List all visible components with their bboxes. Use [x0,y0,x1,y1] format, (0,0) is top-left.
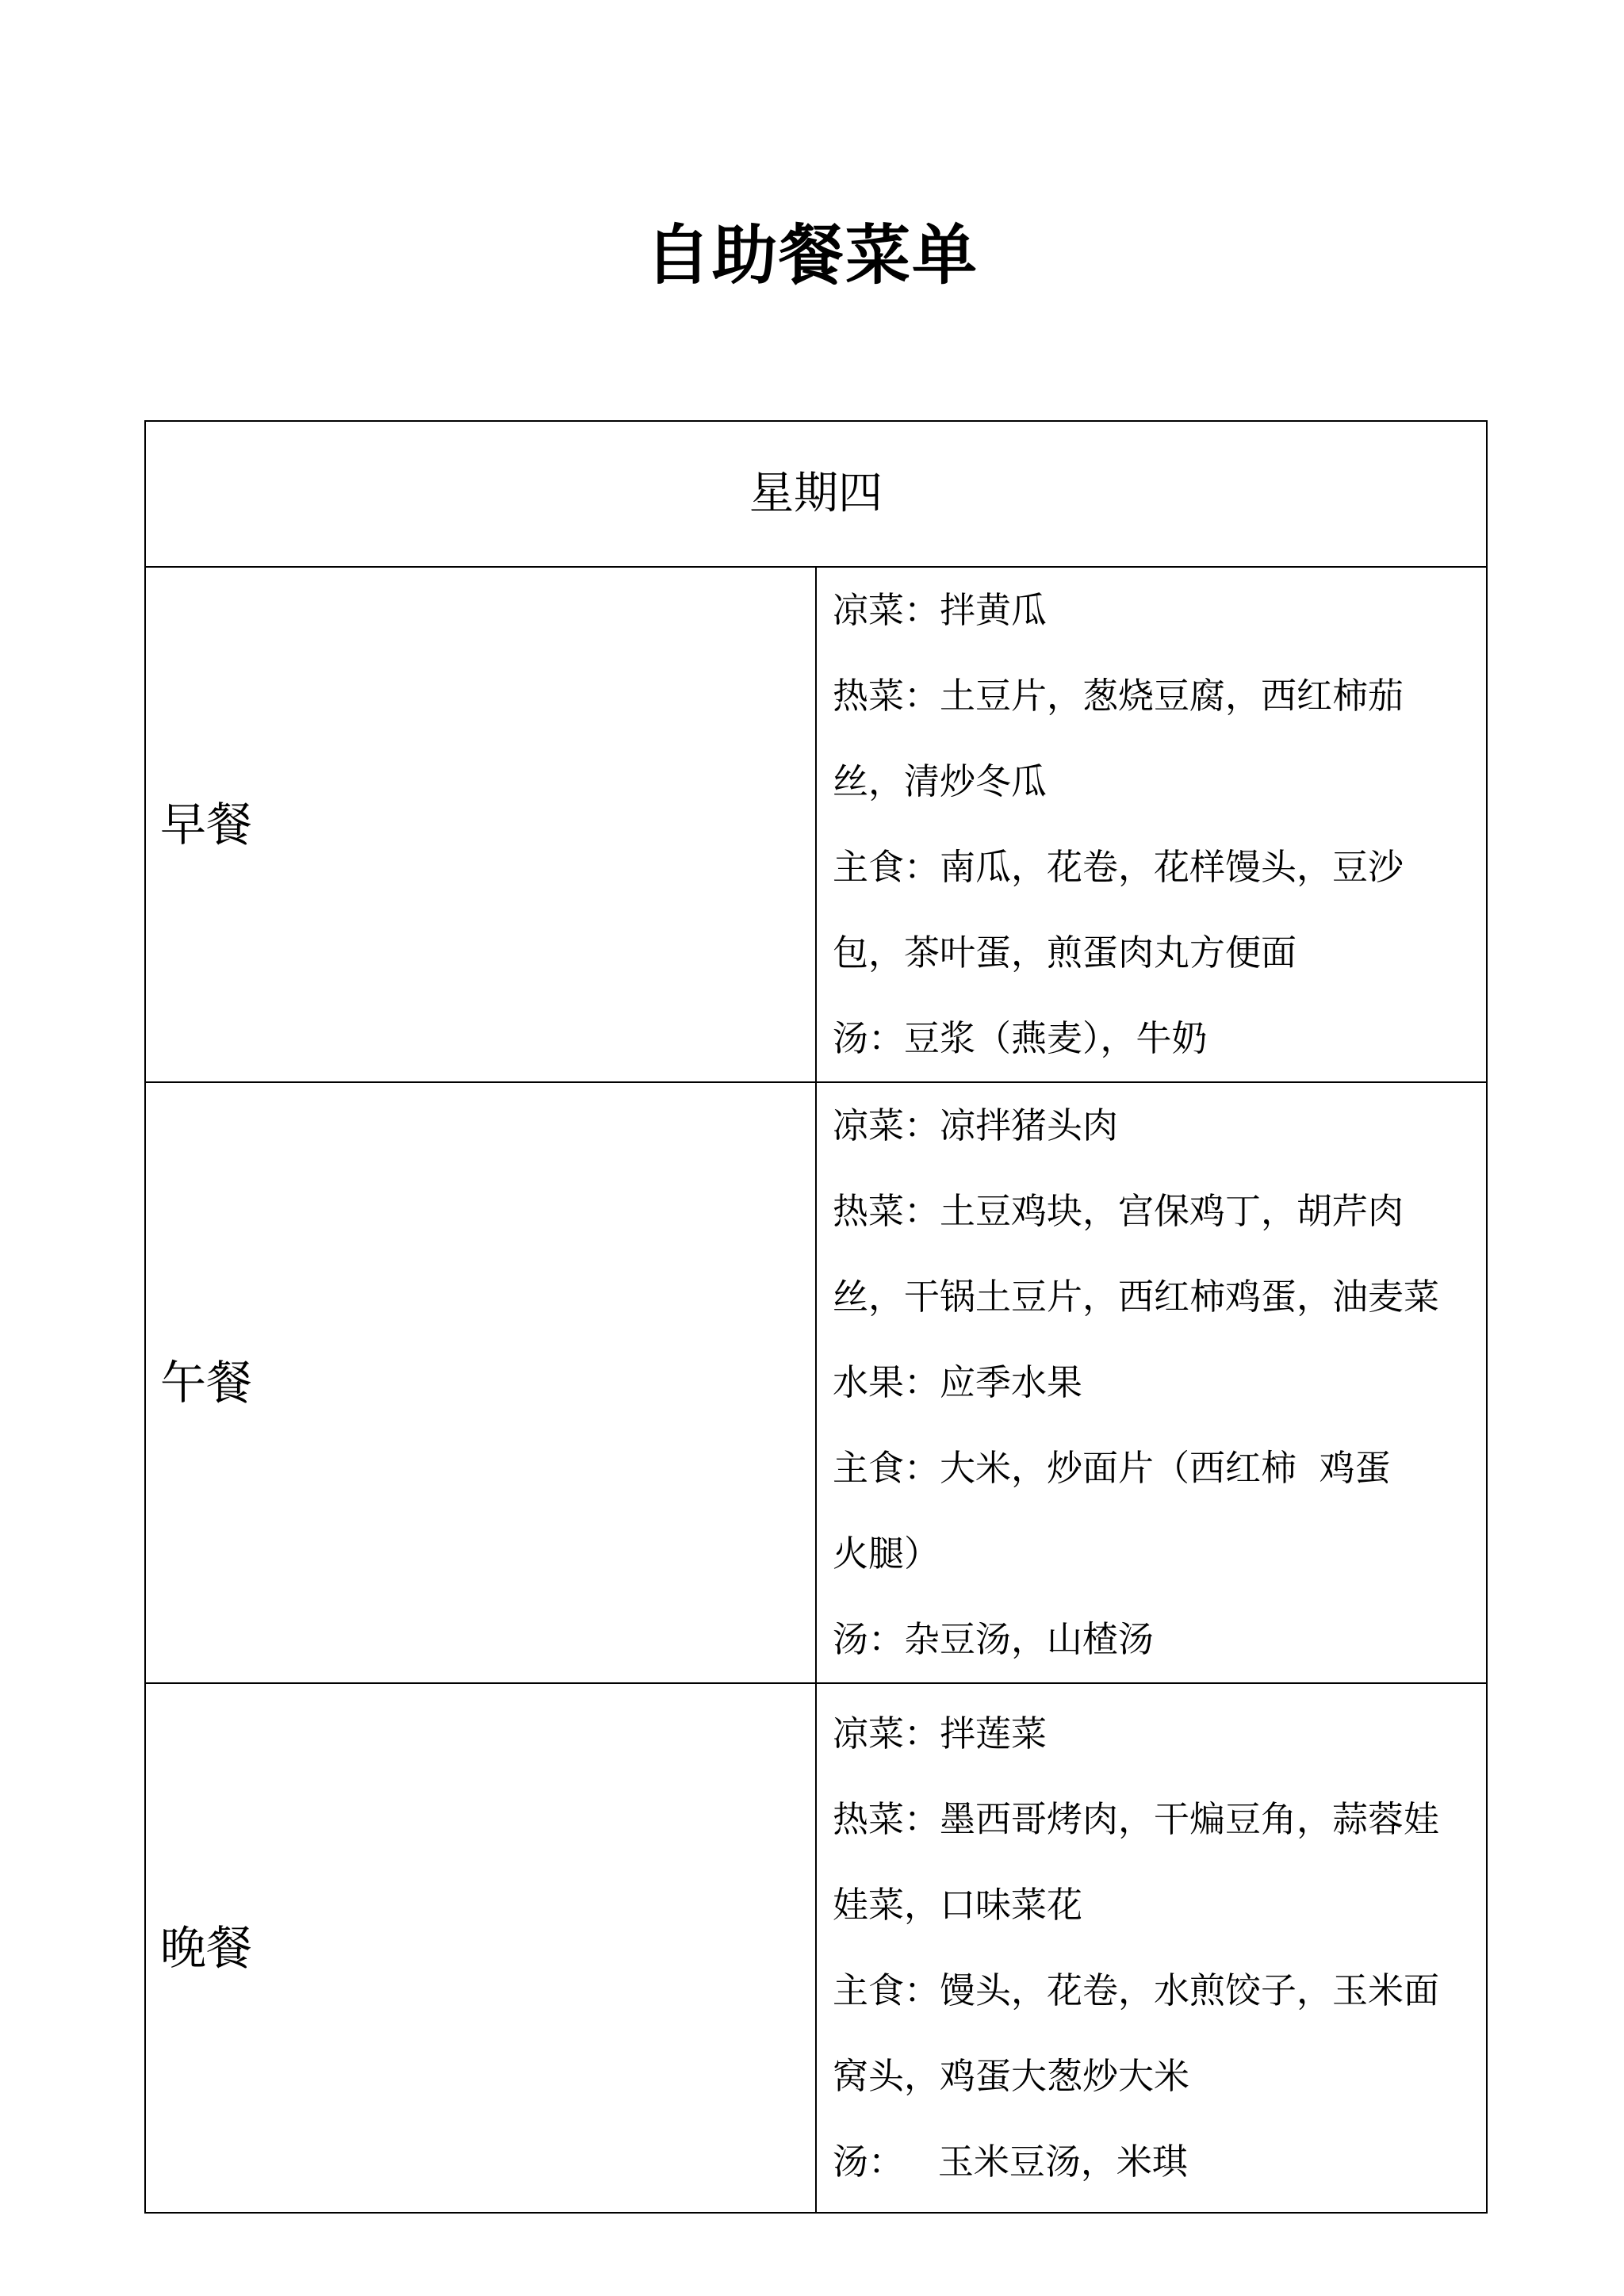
menu-line: 汤：杂豆汤，山楂汤 [833,1618,1155,1660]
meal-label-dinner: 晚餐 [145,1683,816,2213]
meal-row-lunch [145,1082,1487,1683]
page-title: 自助餐菜单 [645,218,979,293]
menu-line: 热菜：土豆片，葱烧豆腐，西红柿茄丝，清炒冬瓜 [833,675,1404,802]
menu-line: 主食：大米，炒面片（西红柿 鸡蛋 火腿） [833,1447,1436,1575]
meal-label-breakfast: 早餐 [145,567,816,1082]
menu-table [144,420,1488,2214]
menu-line: 热菜：墨西哥烤肉，干煸豆角，蒜蓉娃娃菜，口味菜花 [833,1798,1440,1926]
menu-line: 凉菜：拌黄瓜 [833,589,1048,631]
meal-label-lunch: 午餐 [145,1082,816,1683]
menu-line: 主食：南瓜，花卷，花样馒头，豆沙包，茶叶蛋，煎蛋肉丸方便面 [833,846,1404,974]
day-row [145,421,1487,567]
menu-line: 热菜：土豆鸡块，宫保鸡丁，胡芹肉丝，干锅土豆片，西红柿鸡蛋，油麦菜 [833,1190,1440,1318]
meal-row-dinner [145,1683,1487,2213]
menu-line: 凉菜：拌莲菜 [833,1712,1048,1755]
menu-line: 汤： 玉米豆汤，米琪 [833,2141,1188,2183]
menu-line: 凉菜：凉拌猪头肉 [833,1104,1119,1146]
meal-items-dinner [816,1683,1487,2213]
menu-line: 汤：豆浆（燕麦），牛奶 [833,1017,1208,1059]
menu-line: 水果：应季水果 [833,1361,1083,1403]
meal-items-lunch [816,1082,1487,1683]
meal-row-breakfast [145,567,1487,1082]
day-header: 星期四 [145,421,1487,567]
meal-items-breakfast [816,567,1487,1082]
menu-line: 主食：馒头，花卷，水煎饺子，玉米面窝头，鸡蛋大葱炒大米 [833,1969,1440,2097]
